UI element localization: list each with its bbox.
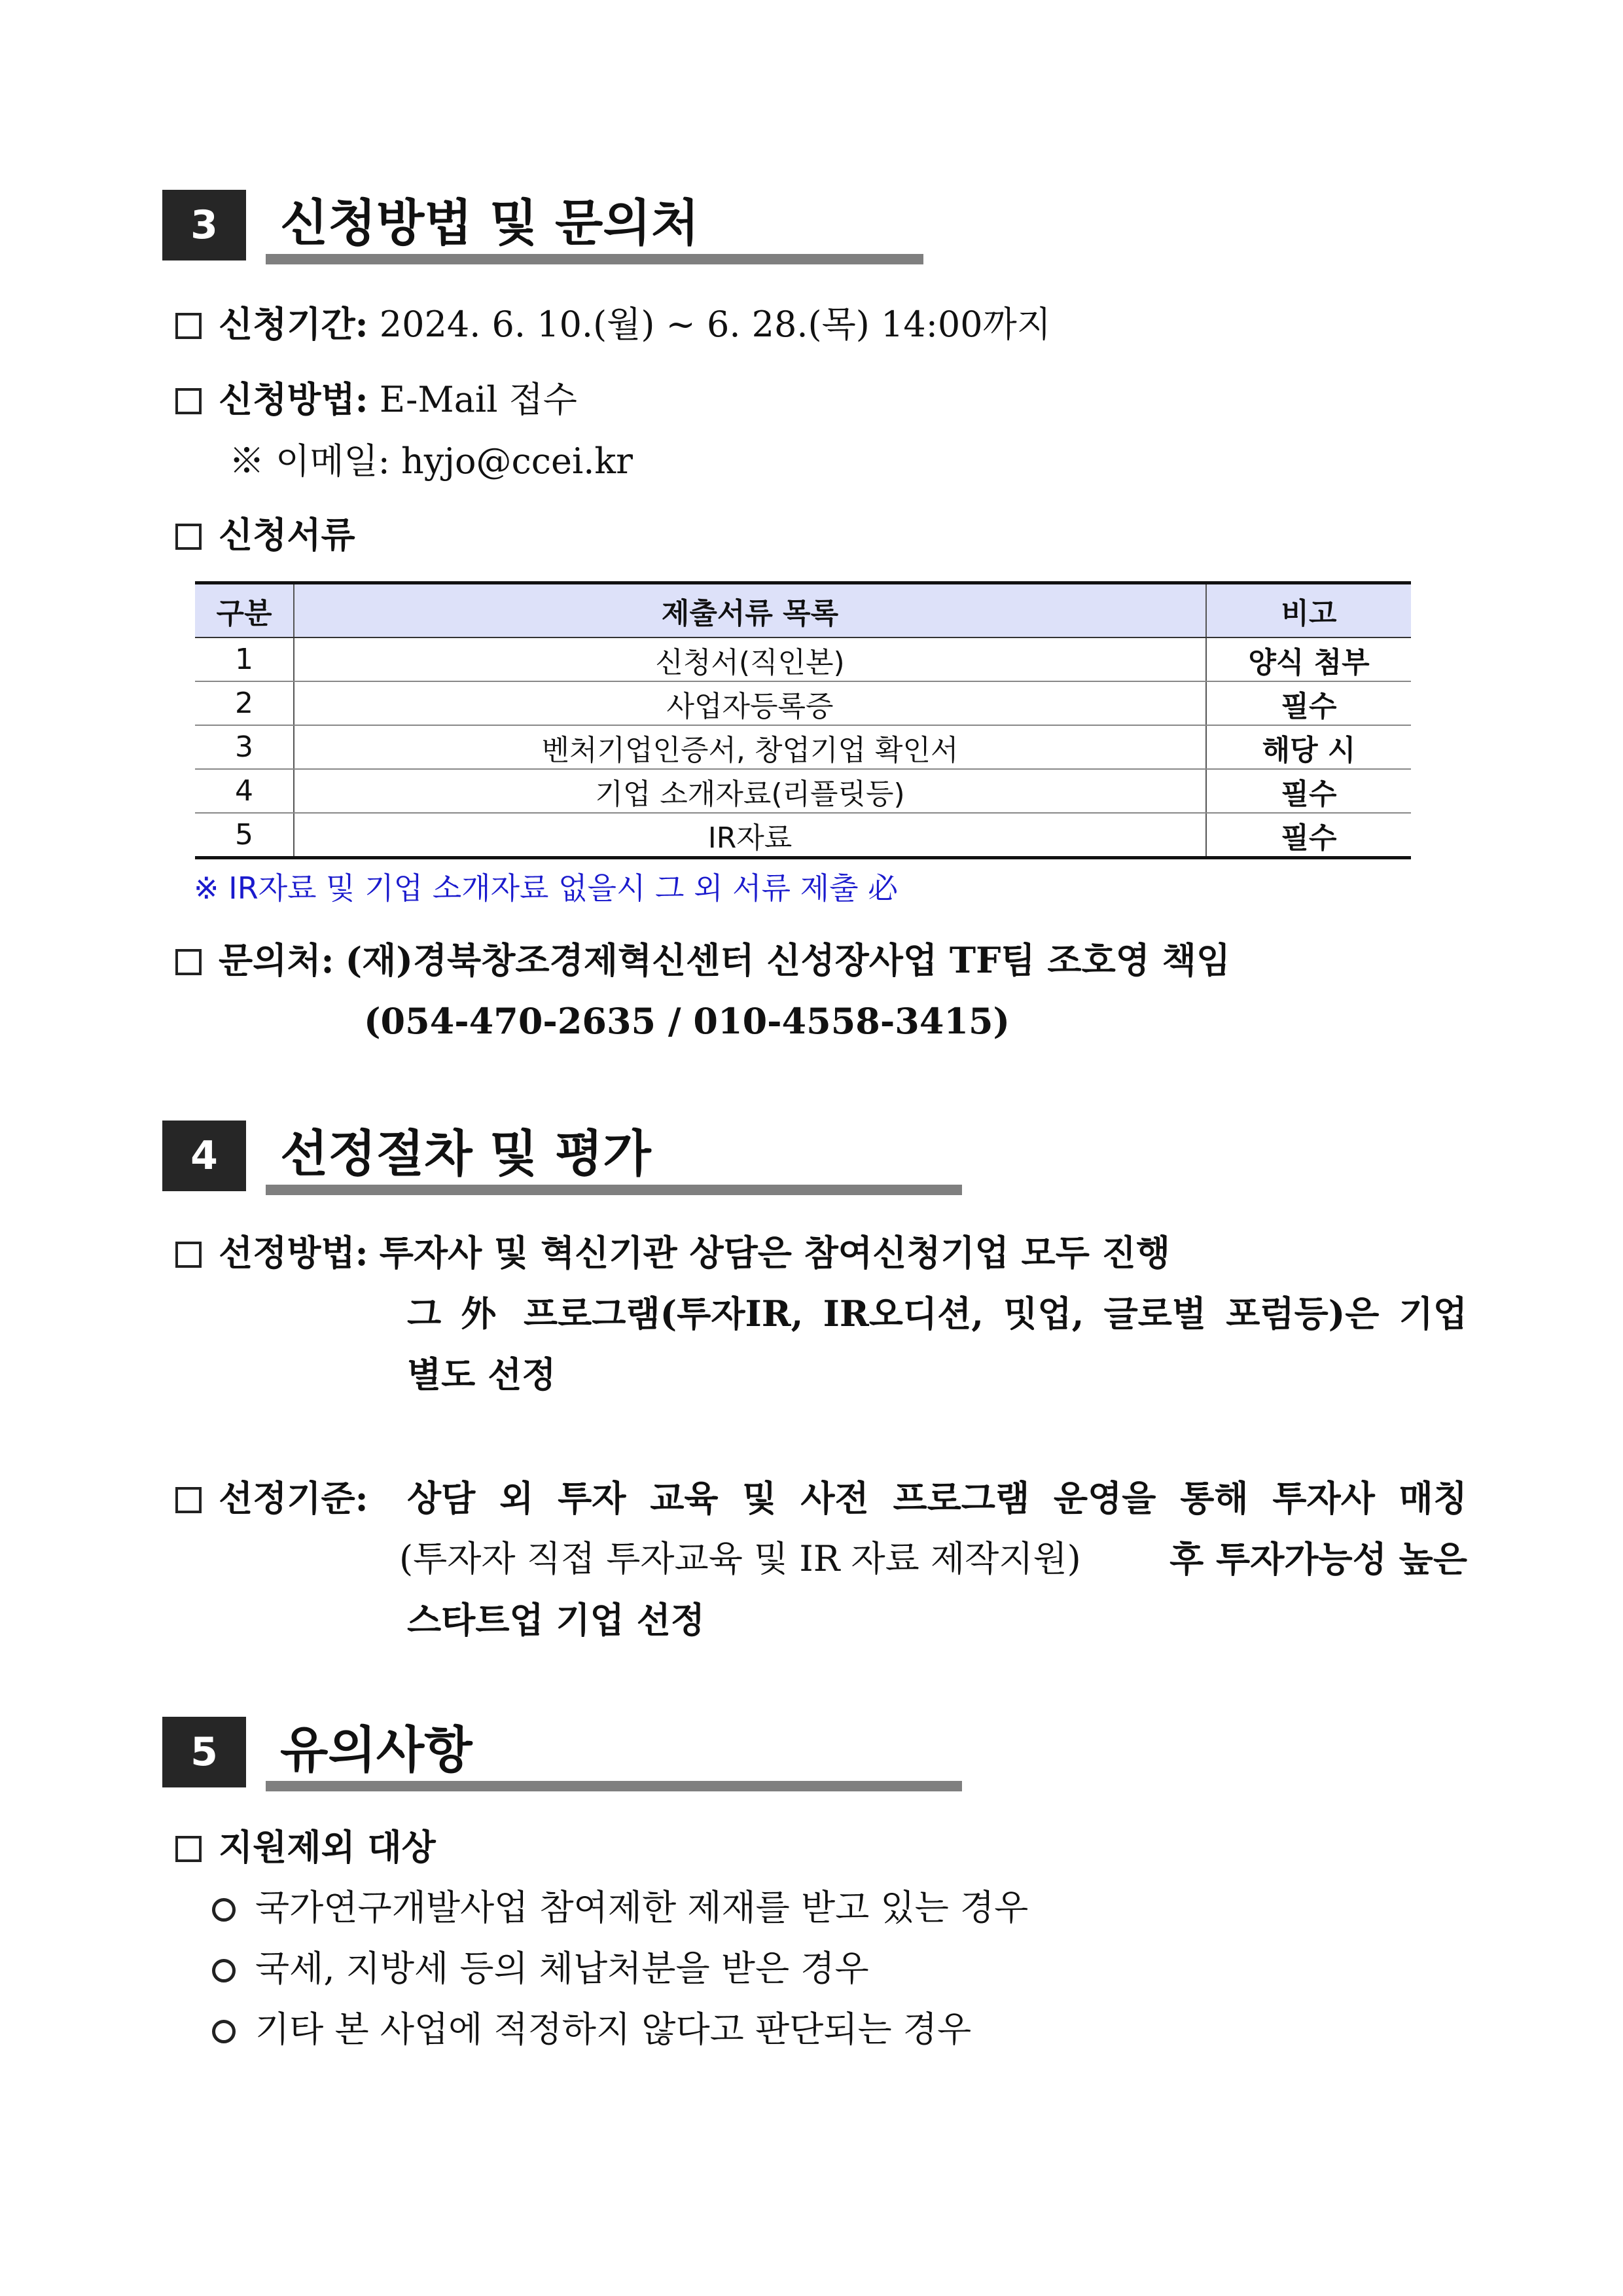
application-method: [175, 378, 577, 420]
selection-criteria-line: [399, 1538, 1467, 1580]
documents-label: 신청서류: [219, 514, 355, 556]
criteria-emphasis: 후 투자가능성 높은: [1169, 1538, 1467, 1580]
selection-method-line: 투자사 및 혁신기관 상담은 참여신청기업 모두 진행: [379, 1232, 1171, 1274]
table-cell: 5: [195, 813, 294, 858]
table-cell: 필수: [1206, 813, 1411, 858]
section-number: 5: [162, 1717, 246, 1787]
checkbox-icon: [175, 1242, 202, 1268]
checkbox-icon: [175, 949, 202, 975]
section-underline: [266, 1781, 962, 1791]
period-value: 2024. 6. 10.(월) ~ 6. 28.(목) 14:00까지: [379, 304, 1051, 345]
method-value: E-Mail 접수: [379, 379, 577, 420]
table-row: [195, 813, 1411, 858]
checkbox-icon: [175, 1836, 202, 1862]
column-header: 제출서류 목록: [294, 583, 1206, 638]
method-label: 신청방법:: [219, 378, 368, 420]
contact-value: (재)경북창조경제혁신센터 신성장사업 TF팀 조호영 책임: [345, 939, 1231, 981]
table-cell: 양식 첨부: [1206, 637, 1411, 681]
table-cell: 해당 시: [1206, 725, 1411, 769]
selection-method: [175, 1232, 1171, 1274]
table-cell: 2: [195, 681, 294, 725]
checkbox-icon: [175, 524, 202, 550]
section-number: 4: [162, 1121, 246, 1191]
selection-method-line: 그 外 프로그램(투자IR, IR오디션, 밋업, 글로벌 포럼등)은 기업: [407, 1293, 1467, 1335]
list-item-text: 국세, 지방세 등의 체납처분을 받은 경우: [255, 1948, 869, 1989]
contact: [175, 939, 1231, 981]
period-label: 신청기간:: [219, 303, 368, 345]
checkbox-icon: [175, 1487, 202, 1513]
checkbox-icon: [175, 313, 202, 339]
excluded-targets: [175, 1826, 436, 1868]
table-cell: IR자료: [294, 813, 1206, 858]
table-cell: 기업 소개자료(리플릿등): [294, 769, 1206, 813]
list-item: [212, 1887, 1029, 1928]
selection-criteria-label: 선정기준:: [219, 1477, 368, 1519]
list-item-text: 기타 본 사업에 적정하지 않다고 판단되는 경우: [255, 2009, 972, 2050]
table-row: [195, 637, 1411, 681]
table-cell: 1: [195, 637, 294, 681]
table-row: [195, 769, 1411, 813]
contact-label: 문의처:: [219, 939, 334, 981]
checkbox-icon: [175, 388, 202, 414]
list-item-text: 국가연구개발사업 참여제한 제재를 받고 있는 경우: [255, 1887, 1029, 1928]
table-cell: 신청서(직인본): [294, 637, 1206, 681]
table-row: [195, 681, 1411, 725]
application-period: [175, 303, 1051, 345]
section-title: 선정절차 및 평가: [280, 1124, 651, 1183]
contact-phone: (054-470-2635 / 010-4558-3415): [364, 1000, 1010, 1042]
table-cell: 필수: [1206, 681, 1411, 725]
selection-method-label: 선정방법:: [219, 1232, 368, 1274]
email-note: ※ 이메일: hyjo@ccei.kr: [229, 440, 633, 482]
selection-criteria-line: 상담 외 투자 교육 및 사전 프로그램 운영을 통해 투자사 매칭: [407, 1477, 1467, 1519]
criteria-detail: (투자자 직접 투자교육 및 IR 자료 제작지원): [399, 1538, 1081, 1579]
table-cell: 4: [195, 769, 294, 813]
table-cell: 필수: [1206, 769, 1411, 813]
table-cell: 벤처기업인증서, 창업기업 확인서: [294, 725, 1206, 769]
list-item: [212, 2009, 972, 2050]
selection-method-line: 별도 선정: [407, 1354, 556, 1395]
table-cell: 3: [195, 725, 294, 769]
selection-criteria-line: 스타트업 기업 선정: [407, 1599, 705, 1641]
section-number: 3: [162, 190, 246, 260]
documents-label-line: [175, 514, 355, 556]
section-title: 신청방법 및 문의처: [280, 194, 700, 252]
section-title: 유의사항: [280, 1721, 473, 1779]
column-header: 비고: [1206, 583, 1411, 638]
circle-bullet-icon: [212, 1898, 236, 1922]
table-note: ※ IR자료 및 기업 소개자료 없을시 그 외 서류 제출 必: [194, 870, 899, 906]
section-underline: [266, 1185, 962, 1195]
documents-table: [195, 581, 1411, 859]
circle-bullet-icon: [212, 2020, 236, 2043]
circle-bullet-icon: [212, 1959, 236, 1982]
list-item: [212, 1948, 869, 1989]
section-underline: [266, 254, 923, 264]
excluded-label: 지원제외 대상: [219, 1826, 436, 1868]
column-header: 구분: [195, 583, 294, 638]
table-cell: 사업자등록증: [294, 681, 1206, 725]
table-row: [195, 725, 1411, 769]
table-header-row: [195, 583, 1411, 638]
